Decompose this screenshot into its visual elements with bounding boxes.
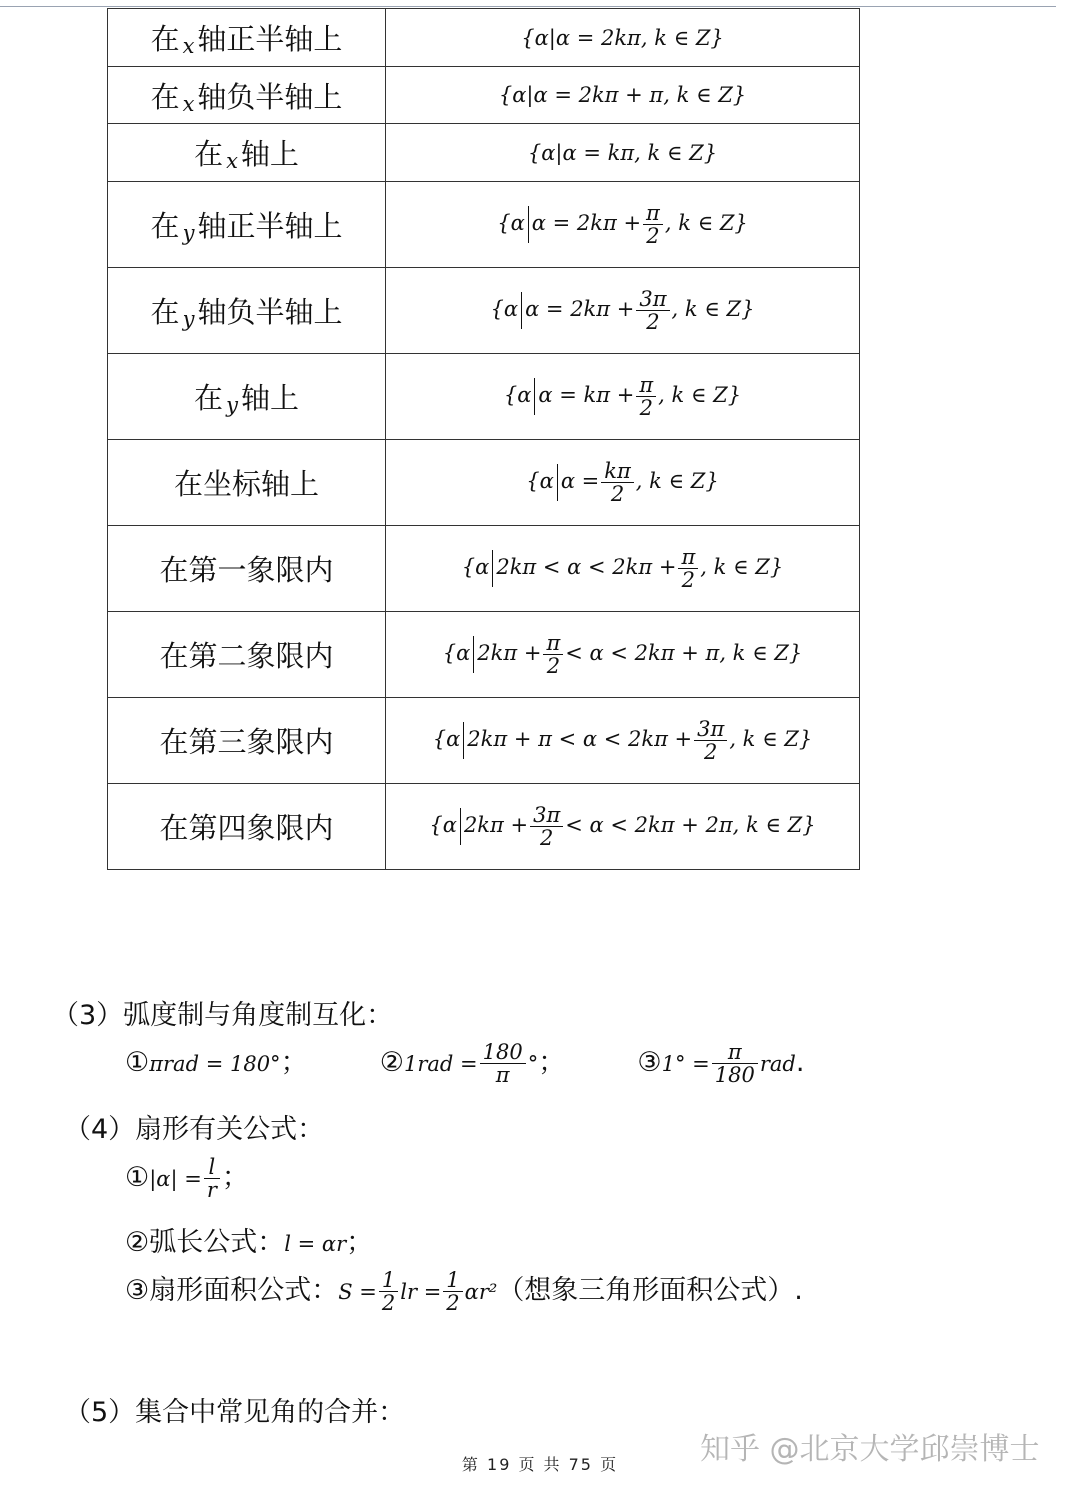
label-text: 在第一象限内 [159, 553, 334, 587]
row-label [108, 440, 386, 526]
label-text: 轴正半轴上 [197, 22, 343, 56]
numerator: 1 [443, 1269, 462, 1292]
row-label [108, 182, 386, 268]
label-var: x [226, 149, 238, 173]
formula-part: < α < 2kπ + π, k ∈ Z} [565, 641, 803, 665]
row-formula [386, 268, 860, 354]
fraction [636, 374, 656, 419]
label-text: 在 [150, 79, 180, 114]
row-label [108, 67, 386, 124]
section-4-item-2 [125, 1220, 373, 1259]
numerator: π [643, 202, 663, 225]
table-row [108, 9, 860, 67]
table-row [108, 526, 860, 612]
denominator: 2 [639, 396, 653, 420]
label-text: 轴负半轴上 [197, 79, 343, 114]
label-text: 轴负半轴上 [197, 295, 343, 329]
row-formula [386, 526, 860, 612]
fraction [601, 460, 634, 505]
section-4-item-1 [125, 1155, 249, 1201]
separator: ； [221, 1162, 249, 1193]
fraction [530, 804, 563, 849]
formula-part: {α [442, 641, 471, 665]
label-text: 在 [194, 381, 224, 415]
row-label [108, 784, 386, 870]
formula-part: , k ∈ Z} [664, 211, 748, 235]
row-formula [386, 182, 860, 268]
label-var: y [226, 393, 238, 417]
label-text: 轴正半轴上 [197, 209, 343, 243]
formula-part: , k ∈ Z} [700, 555, 784, 579]
formula-part: 1rad = [403, 1052, 478, 1076]
denominator: 2 [610, 482, 625, 506]
formula-part: {α [490, 297, 519, 321]
table-row [108, 182, 860, 268]
label-var: x [182, 91, 195, 116]
separator: . [795, 1047, 805, 1078]
numerator: 3π [530, 804, 563, 827]
formula-part: {α [503, 383, 532, 407]
table-row [108, 354, 860, 440]
formula-part: l = αr [284, 1232, 347, 1256]
set-bar [521, 292, 522, 330]
watermark: 知乎 @北京大学邱崇博士 [700, 1432, 1040, 1467]
row-formula [386, 698, 860, 784]
circled-number: ① [125, 1047, 150, 1078]
page-footer: 第 19 页 共 75 页 [461, 1455, 619, 1474]
row-formula [386, 612, 860, 698]
formula-part: rad [759, 1052, 796, 1076]
denominator: r [206, 1178, 217, 1202]
label-text: 在第四象限内 [159, 811, 334, 845]
fraction [636, 288, 669, 333]
formula-part: S = [338, 1280, 377, 1304]
formula-part: lr = [400, 1280, 442, 1304]
formula-part: α = 2kπ + [525, 297, 635, 321]
section-4-heading: （4）扇形有关公式： [64, 1114, 325, 1145]
label-text: 在 [150, 22, 180, 56]
numerator: 3π [694, 718, 727, 741]
table-row [108, 698, 860, 784]
fraction [204, 1156, 220, 1201]
circled-number: ② [379, 1047, 404, 1078]
formula-part: 2kπ + [463, 813, 529, 837]
label-text: 在第三象限内 [159, 725, 334, 759]
table-row [108, 612, 860, 698]
row-label [108, 9, 386, 67]
label-text: 在坐标轴上 [173, 467, 319, 501]
set-bar [557, 464, 558, 502]
denominator: 2 [546, 654, 561, 678]
label-var: y [182, 307, 195, 331]
denominator: 2 [381, 1291, 396, 1315]
formula-part: 1° = [661, 1052, 710, 1076]
separator: ； [538, 1047, 566, 1078]
numerator: π [712, 1041, 758, 1064]
row-formula [386, 784, 860, 870]
row-label [108, 268, 386, 354]
circled-number: ③ [637, 1047, 662, 1078]
formula-part: 2kπ + [477, 641, 542, 665]
row-label [108, 612, 386, 698]
formula-part: {α [526, 469, 554, 493]
formula-part: {α [432, 727, 461, 751]
label-text: 在 [150, 209, 180, 243]
denominator: 2 [646, 224, 660, 248]
table-row [108, 784, 860, 870]
denominator: 2 [540, 826, 554, 850]
denominator: 2 [704, 740, 718, 764]
circled-number: ① [125, 1162, 150, 1193]
separator: ； [346, 1227, 374, 1258]
formula-part: , k ∈ Z} [671, 297, 755, 321]
fraction [480, 1041, 526, 1086]
item-text: ③扇形面积公式： [125, 1275, 339, 1306]
label-text: 在 [194, 137, 224, 171]
row-label [108, 526, 386, 612]
set-bar [492, 550, 493, 588]
formula-part: , k ∈ Z} [729, 727, 813, 751]
header-rule [0, 6, 1056, 7]
formula-part: αr² [464, 1280, 498, 1304]
fraction [379, 1269, 398, 1314]
label-text: 轴上 [240, 381, 299, 415]
label-text: 在第二象限内 [159, 639, 334, 673]
numerator: 3π [636, 288, 669, 311]
item-text: ②弧长公式： [125, 1227, 285, 1258]
set-bar [534, 378, 535, 416]
formula-part: |α| = [149, 1167, 202, 1191]
row-formula [386, 354, 860, 440]
row-label [108, 698, 386, 784]
set-bar [528, 206, 529, 244]
numerator: π [543, 632, 563, 655]
numerator: π [678, 546, 698, 569]
table-row [108, 67, 860, 124]
formula-part: , k ∈ Z} [658, 383, 742, 407]
fraction [543, 632, 563, 677]
formula-part: πrad = 180° [149, 1052, 281, 1076]
label-var: x [182, 34, 195, 58]
section-3-formulas [125, 1040, 804, 1086]
item-note: （想象三角形面积公式）. [497, 1275, 803, 1306]
row-formula: {α|α = 2kπ + π, k ∈ Z} [386, 67, 860, 124]
row-formula: {α|α = kπ, k ∈ Z} [386, 124, 860, 182]
formula-part: 2kπ < α < 2kπ + [496, 555, 677, 579]
label-var: y [182, 221, 195, 245]
denominator: 2 [446, 1291, 460, 1315]
section-3-heading: （3）弧度制与角度制互化： [52, 1000, 394, 1031]
formula-part: {α [497, 211, 525, 235]
numerator: π [636, 374, 656, 397]
denominator: 2 [681, 568, 696, 592]
row-label [108, 354, 386, 440]
formula-part: ° [527, 1052, 539, 1076]
denominator: 2 [646, 310, 660, 334]
formula-part: α = 2kπ + [531, 211, 642, 235]
section-5-heading: （5）集合中常见角的合并： [64, 1397, 406, 1428]
fraction [678, 546, 698, 591]
fraction [643, 202, 663, 247]
separator: ； [280, 1047, 308, 1078]
formula-part: 2kπ + π < α < 2kπ + [467, 727, 693, 751]
formula-part: < α < 2kπ + 2π, k ∈ Z} [565, 813, 816, 837]
formula-part: {α [461, 555, 490, 579]
row-label [108, 124, 386, 182]
denominator: π [495, 1063, 510, 1087]
row-formula [386, 440, 860, 526]
table-row [108, 268, 860, 354]
numerator: 180 [480, 1041, 526, 1064]
label-text: 在 [150, 295, 180, 329]
set-bar [473, 636, 474, 674]
formula-part: , k ∈ Z} [635, 469, 719, 493]
numerator: kπ [601, 460, 634, 483]
table-row [108, 124, 860, 182]
denominator: 180 [714, 1063, 755, 1087]
angle-set-table [107, 8, 860, 870]
set-bar [463, 722, 464, 760]
numerator: l [204, 1156, 220, 1179]
row-formula: {α|α = 2kπ, k ∈ Z} [386, 9, 860, 67]
label-text: 轴上 [240, 137, 299, 171]
fraction [443, 1269, 462, 1314]
fraction [694, 718, 727, 763]
section-4-item-3 [125, 1268, 803, 1314]
formula-part: {α [429, 813, 457, 837]
fraction [712, 1041, 758, 1086]
numerator: 1 [379, 1269, 398, 1292]
table-row [108, 440, 860, 526]
formula-part: α = kπ + [538, 383, 635, 407]
set-bar [460, 808, 461, 846]
formula-part: α = [560, 469, 600, 493]
